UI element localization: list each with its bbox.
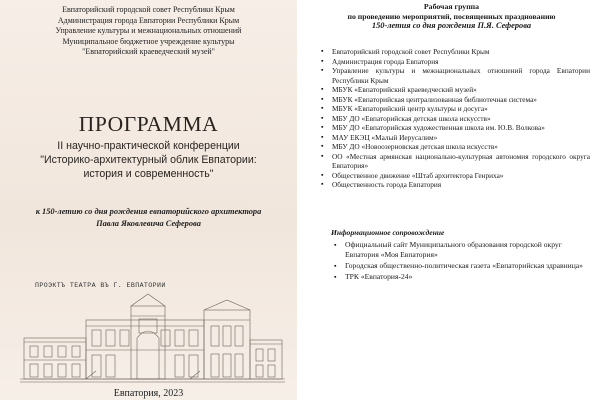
list-item: ▪ Общественность города Евпатория — [320, 180, 590, 190]
list-item: ▪ МБУ ДО «Евпаторийская художественная школа им. Ю.В. Волкова» — [320, 123, 590, 133]
list-item: ▪ Управление культуры и межнациональных отношений города Евпатории Республики Крым — [320, 66, 590, 85]
subtitle-line: "Историко-архитектурный облик Евпатории: — [40, 154, 257, 166]
program-title: ПРОГРАММА — [78, 112, 219, 136]
list-item: ▪ МБУК «Евпаторийский центр культуры и досуга» — [320, 104, 590, 114]
list-item: ▪ МБУ ДО «Новоозерновская детская школа искусств» — [320, 142, 590, 152]
heading-line: Рабочая группа — [423, 2, 480, 11]
list-item: ▪ Администрация города Евпатория — [320, 57, 590, 67]
heading-line: 150-летия со дня рождения П.Я. Сеферова — [371, 21, 532, 31]
list-item: ▪ ТРК «Евпатория-24» — [333, 272, 590, 282]
working-group-heading — [303, 2, 600, 31]
list-item: ▪ ОО «Местная армянская национально-культурная автономия городского округа Евпатория» — [320, 152, 590, 171]
list-item: ▪ Общественное движение «Штаб архитектора Генриха» — [320, 171, 590, 181]
list-item: ▪ МБУ ДО «Евпаторийская детская школа искусств» — [320, 114, 590, 124]
info-support-list — [333, 240, 590, 283]
working-group-page — [303, 0, 600, 400]
organizer-line: Муниципальное бюджетное учреждение культуры — [62, 36, 235, 46]
heading-line: по проведению мероприятий, посвященных празднованию — [347, 11, 556, 21]
list-item: ▪ Официальный сайт Муниципального образования городской округ Евпатория «Моя Евпатория» — [333, 240, 590, 260]
place-and-year: Евпатория, 2023 — [113, 388, 184, 399]
dedication-line: Павла Яковлевича Сеферова — [96, 218, 201, 228]
organizer-line: Евпаторийский городской совет Республики Крым — [62, 5, 235, 14]
conference-subtitle — [0, 139, 297, 181]
list-item: ▪ Евпаторийский городской совет Республики Крым — [320, 47, 590, 57]
drawing-caption: ПРОЭКТЪ ТЕАТРА ВЪ Г. ЕВПАТОРИИ — [35, 282, 166, 289]
list-item: ▪ Городская общественно-политическая газета «Евпаторийская здравница» — [333, 261, 590, 271]
list-item: ▪ МБУК «Евпаторийский краеведческий музей» — [320, 85, 590, 95]
working-group-members — [320, 47, 590, 190]
organizer-line: "Евпаторийский краеведческий музей" — [82, 47, 215, 57]
organizer-line: Управление культуры и межнациональных отношений — [55, 26, 242, 36]
list-item: ▪ МАУ ЕКЭЦ «Малый Иерусалим» — [320, 133, 590, 143]
info-support-heading: Информационное сопровождение — [331, 228, 445, 237]
program-cover-page — [0, 0, 297, 400]
subtitle-line: история и современность" — [83, 168, 214, 180]
organizers-block — [0, 5, 297, 58]
dedication-text — [0, 206, 297, 229]
organizer-line: Администрация города Евпатории Республики Крым — [57, 15, 240, 25]
theatre-facade-drawing — [0, 276, 297, 386]
subtitle-line: II научно-практической конференции — [57, 140, 240, 152]
list-item: ▪ МБУК «Евпаторийская централизованная библиотечная система» — [320, 95, 590, 105]
dedication-line: к 150-летию со дня рождения евпаторийского архитектора — [35, 207, 262, 216]
